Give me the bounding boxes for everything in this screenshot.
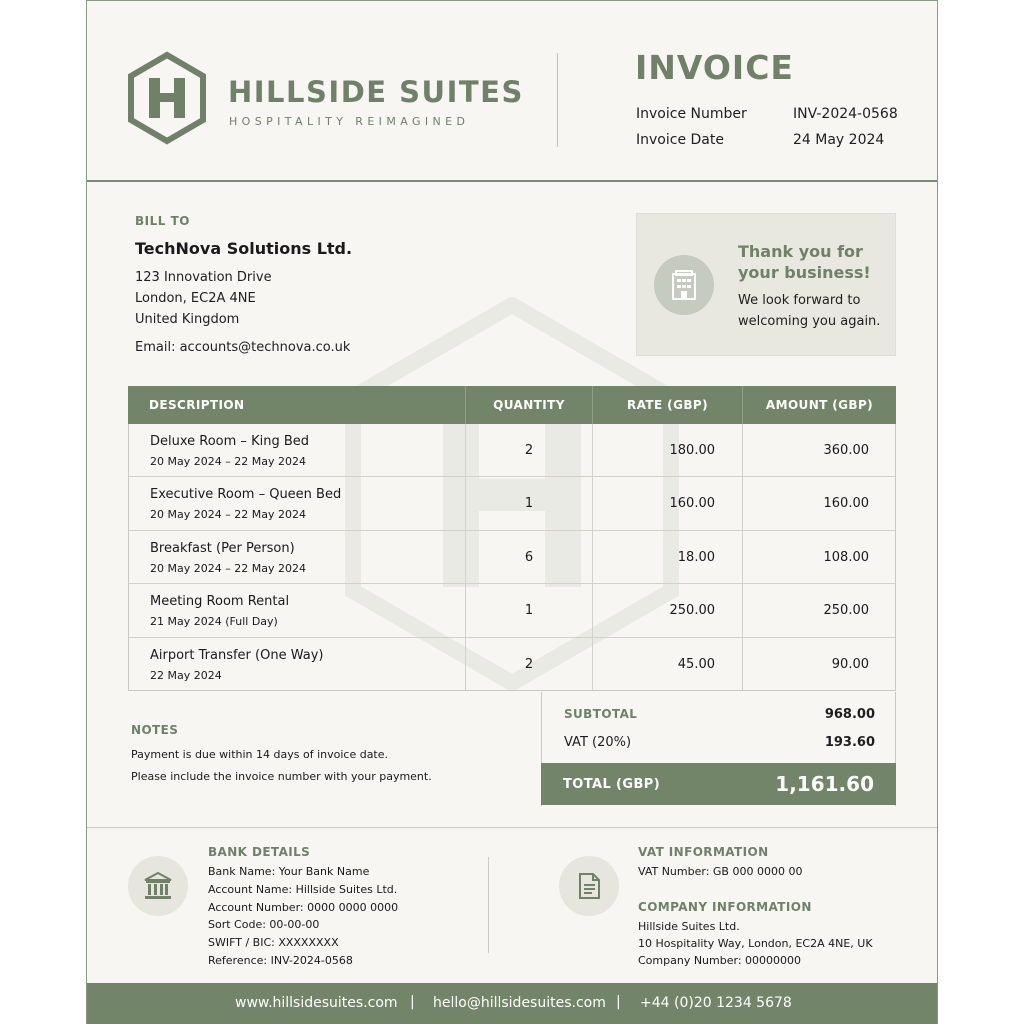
bill-to-email: Email: accounts@technova.co.uk (135, 340, 351, 355)
bank-line: Bank Name: Your Bank Name (208, 865, 370, 878)
contact-bar (87, 983, 938, 1024)
bill-to-company: TechNova Solutions Ltd. (135, 239, 353, 258)
table-header (128, 386, 896, 424)
invoice-title: INVOICE (635, 48, 794, 87)
row-rate: 45.00 (677, 656, 715, 672)
table-body (128, 424, 896, 691)
row-amount: 360.00 (823, 443, 869, 458)
row-dates: 21 May 2024 (Full Day) (150, 615, 278, 629)
table-row (129, 477, 895, 530)
vat-number: VAT Number: GB 000 0000 00 (638, 865, 803, 878)
company-line: 10 Hospitality Way, London, EC2A 4NE, UK (638, 937, 873, 950)
row-description: Breakfast (Per Person) (150, 540, 295, 556)
bank-line: Sort Code: 00-00-00 (208, 918, 320, 931)
header-divider (557, 53, 558, 147)
row-quantity: 2 (524, 443, 534, 458)
vat-label: VAT (20%) (564, 735, 632, 750)
table-row (129, 424, 895, 477)
row-dates: 22 May 2024 (150, 668, 222, 682)
company-line: Company Number: 00000000 (638, 954, 802, 967)
subtotal-value: 968.00 (824, 707, 875, 722)
bill-to-address-1: 123 Innovation Drive (135, 270, 272, 285)
vat-value: 193.60 (824, 735, 875, 750)
row-amount: 90.00 (831, 656, 869, 672)
company-line: Hillside Suites Ltd. (638, 920, 740, 933)
row-rate: 180.00 (669, 443, 715, 458)
contact-separator: | (410, 994, 415, 1010)
footer-divider-line (87, 827, 938, 828)
row-rate: 250.00 (669, 603, 715, 619)
logo-hex-icon (127, 51, 207, 145)
header-divider-1 (465, 386, 466, 424)
subtotal-label: SUBTOTAL (564, 707, 638, 721)
bank-line: Reference: INV-2024-0568 (208, 954, 353, 967)
row-quantity: 1 (524, 603, 534, 619)
thank-you-text: We look forward to welcoming you again. (738, 293, 881, 329)
thank-you-card (636, 213, 896, 356)
notes-line-2: Please include the invoice number with your payment. (131, 770, 432, 783)
header-amount: AMOUNT (GBP) (765, 398, 874, 412)
row-dates: 20 May 2024 – 22 May 2024 (150, 561, 306, 575)
bank-line: SWIFT / BIC: XXXXXXXX (208, 936, 339, 949)
line-items-table (128, 386, 896, 691)
building-icon (654, 255, 714, 315)
invoice-header (87, 1, 938, 182)
row-rate: 160.00 (669, 496, 715, 512)
row-description: Executive Room – Queen Bed (150, 487, 342, 503)
invoice-number-label: Invoice Number (636, 106, 747, 122)
brand-name: HILLSIDE SUITES (228, 75, 524, 109)
notes-label: NOTES (131, 723, 179, 737)
row-description: Airport Transfer (One Way) (150, 647, 324, 663)
row-amount: 250.00 (823, 603, 869, 619)
bank-details-label: BANK DETAILS (208, 845, 311, 859)
website-link[interactable]: www.hillsidesuites.com (235, 995, 398, 1011)
thank-you-title: Thank you for your business! (738, 242, 871, 282)
row-quantity: 2 (524, 656, 534, 672)
table-row (129, 638, 895, 691)
row-description: Meeting Room Rental (150, 594, 290, 610)
invoice-number-value: INV-2024-0568 (793, 106, 898, 122)
invoice-date-label: Invoice Date (636, 132, 724, 148)
phone-link[interactable]: +44 (0)20 1234 5678 (640, 995, 792, 1011)
header-divider-2 (592, 386, 593, 424)
row-rate: 18.00 (677, 549, 715, 565)
row-amount: 160.00 (823, 496, 869, 512)
total-label: TOTAL (GBP) (563, 777, 661, 792)
row-dates: 20 May 2024 – 22 May 2024 (150, 455, 306, 468)
row-quantity: 1 (524, 496, 534, 512)
row-quantity: 6 (524, 549, 534, 565)
footer-column-divider (488, 857, 489, 953)
total-value: 1,161.60 (775, 772, 874, 796)
header-quantity: QUANTITY (493, 398, 565, 412)
company-info-label: COMPANY INFORMATION (638, 900, 812, 914)
notes-line-1: Payment is due within 14 days of invoice date. (131, 748, 389, 761)
invoice-date-value: 24 May 2024 (793, 132, 885, 148)
bill-to-address-2: London, EC2A 4NE (135, 291, 256, 306)
document-icon (559, 856, 619, 916)
table-row (129, 531, 895, 584)
invoice-sheet (86, 0, 938, 1024)
header-description: DESCRIPTION (149, 398, 245, 412)
contact-separator: | (616, 994, 621, 1010)
bill-to-label: BILL TO (135, 214, 190, 228)
row-amount: 108.00 (823, 549, 869, 565)
vat-info-label: VAT INFORMATION (638, 845, 769, 859)
grand-total-bar (541, 763, 896, 805)
bank-line: Account Number: 0000 0000 0000 (208, 901, 399, 914)
bill-to-address-3: United Kingdom (135, 312, 240, 327)
header-divider-3 (742, 386, 743, 424)
bank-icon (128, 856, 188, 916)
header-rate: RATE (GBP) (627, 398, 708, 412)
table-row (129, 584, 895, 637)
row-dates: 20 May 2024 – 22 May 2024 (150, 508, 306, 522)
brand-tagline: HOSPITALITY REIMAGINED (229, 115, 470, 128)
row-description: Deluxe Room – King Bed (150, 434, 309, 449)
bank-line: Account Name: Hillside Suites Ltd. (208, 883, 398, 896)
email-link[interactable]: hello@hillsidesuites.com (433, 995, 606, 1011)
